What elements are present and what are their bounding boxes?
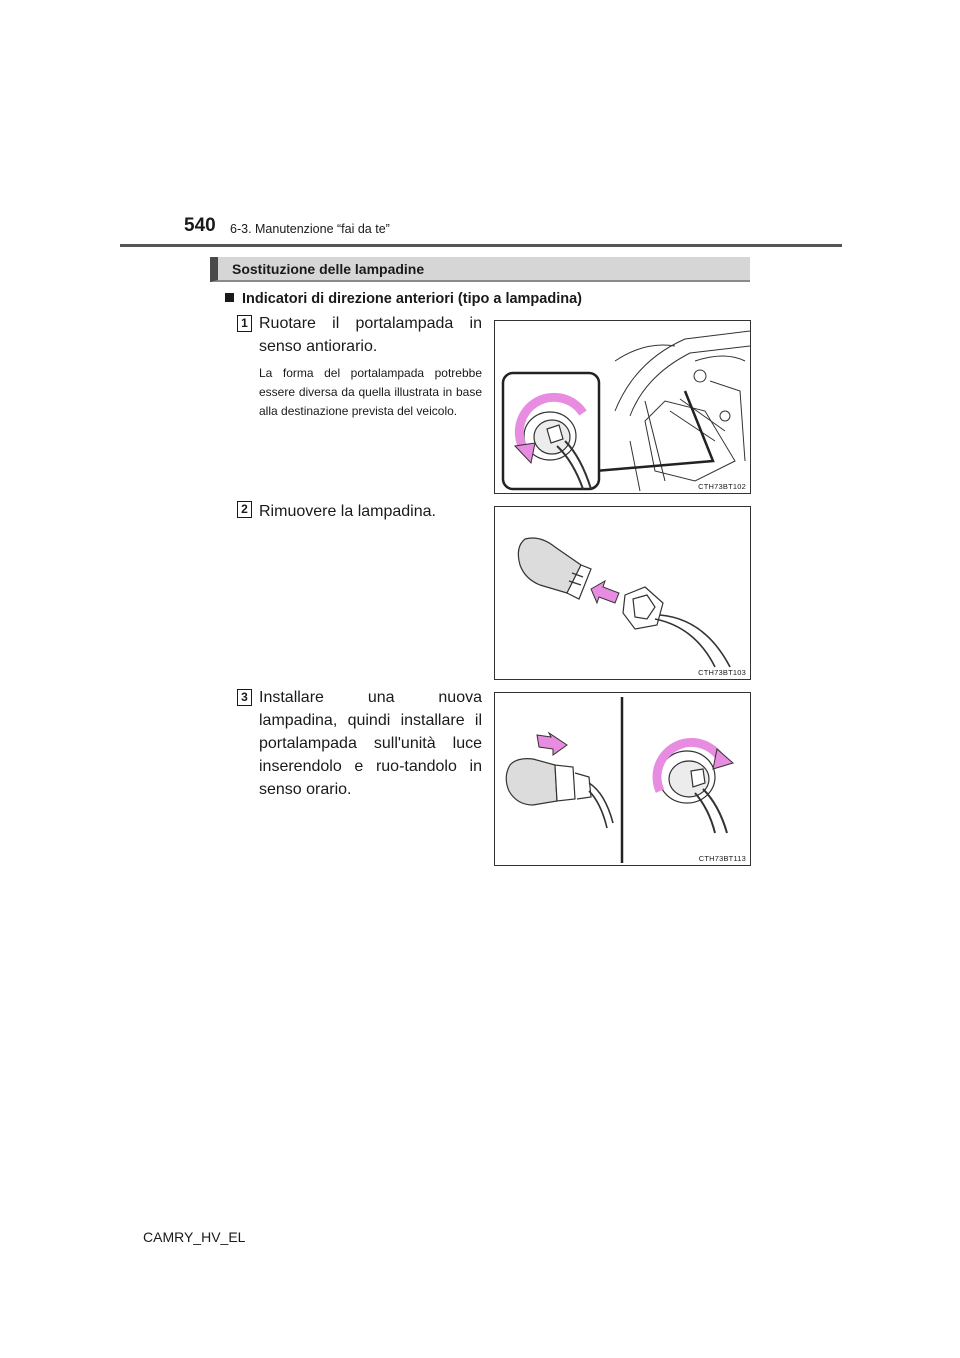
- insert-arrow-icon: [537, 733, 567, 755]
- subheading: [225, 291, 582, 307]
- headlight-assembly-illustration: [495, 321, 750, 493]
- step-3-text: Installare una nuova lampadina, quindi installare il portalampada sull'unità luce inserendolo e ruo-tandolo in senso orario.: [259, 689, 482, 798]
- footer-code: CAMRY_HV_EL: [143, 1229, 246, 1245]
- step-2-text: Rimuovere la lampadina.: [259, 503, 436, 520]
- figure-3-code: CTH73BT113: [698, 854, 746, 863]
- figure-1-rotate-holder: [494, 320, 751, 494]
- bulb-installation-illustration: [495, 693, 750, 865]
- step-1-note: La forma del portalampada potrebbe essere diversa da quella illustrata in base alla destinazione prevista del veicolo.: [259, 366, 482, 418]
- figure-2-remove-bulb: [494, 506, 751, 680]
- section-banner: [210, 257, 750, 282]
- square-bullet-icon: [225, 293, 234, 302]
- section-path: 6-3. Manutenzione “fai da te”: [230, 222, 390, 236]
- figure-2-code: CTH73BT103: [698, 668, 746, 677]
- figure-3-install-bulb: [494, 692, 751, 866]
- page-number: 540: [184, 215, 216, 236]
- step-1-text: Ruotare il portalampada in senso antiorario.: [259, 315, 482, 355]
- section-banner-title: Sostituzione delle lampadine: [232, 261, 425, 277]
- pull-arrow-icon: [591, 581, 619, 603]
- subheading-text: Indicatori di direzione anteriori (tipo a lampadina): [242, 291, 582, 307]
- step-1-badge: 1: [237, 315, 252, 332]
- header-rule: [120, 244, 842, 247]
- step-2-badge: 2: [237, 501, 252, 518]
- step-3-badge: 3: [237, 689, 252, 706]
- bulb-removal-illustration: [495, 507, 750, 679]
- figure-1-code: CTH73BT102: [698, 482, 746, 491]
